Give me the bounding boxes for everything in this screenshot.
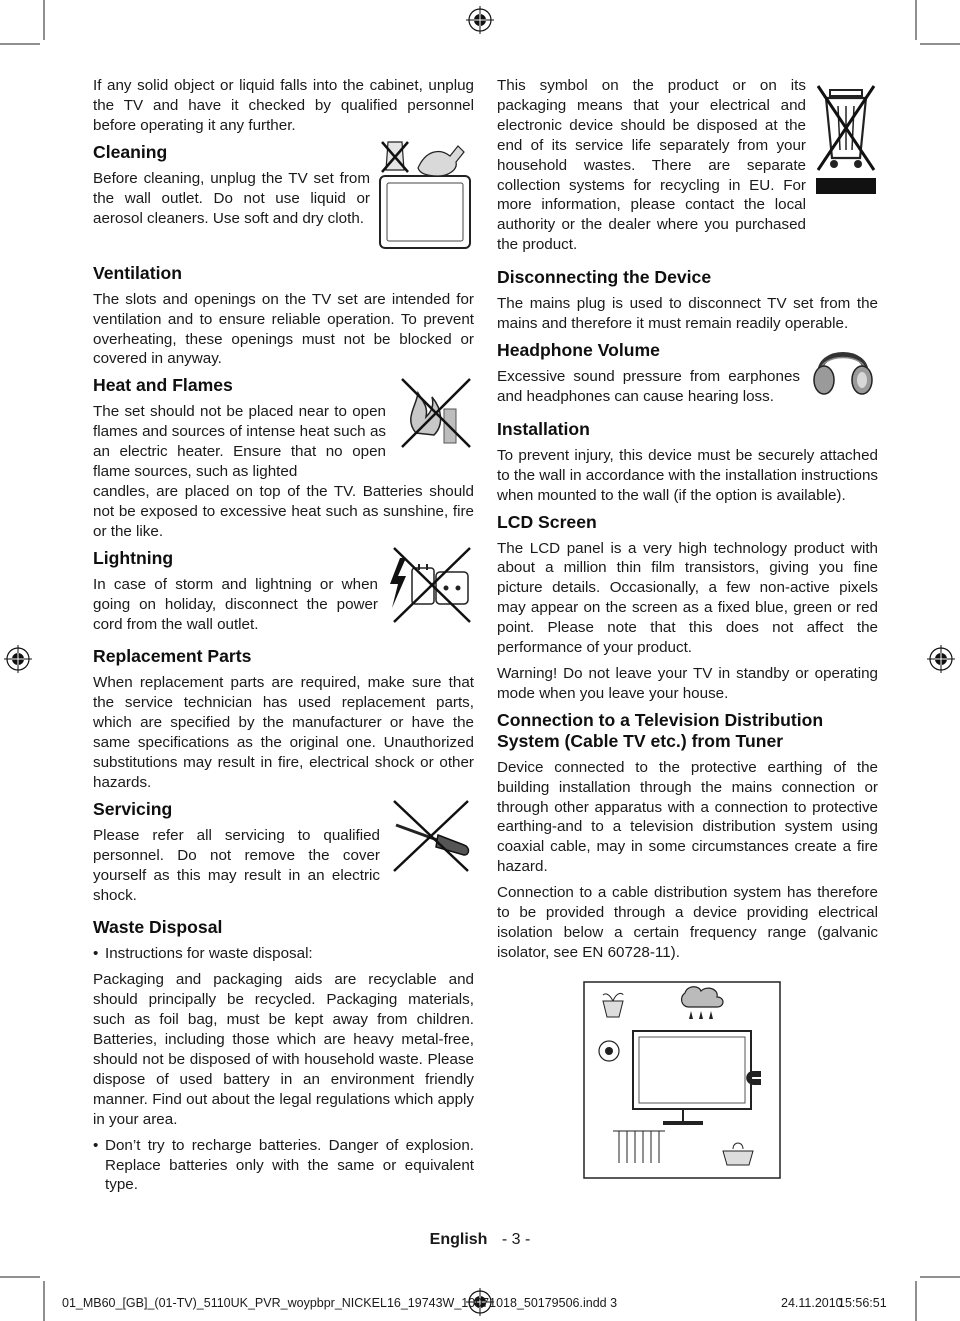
page-footer [0, 1231, 960, 1249]
connection-text-2: Connection to a cable distribution system has therefore to be provided through a device providing electrical isolation below a certain frequency range (galvanic isolator, see EN 60728-11). [497, 884, 878, 961]
no-lightning-plug-icon [386, 544, 474, 626]
footer-page-number: - 3 - [501, 1231, 531, 1248]
headphone-figure [808, 332, 878, 407]
registration-mark-right [927, 645, 955, 673]
heat-text-short: The set should not be placed near to open flames and sources of intense heat such as an electric heater. Ensure that no open flame sources, such as lighted [93, 403, 386, 481]
no-liquid-cleaner-icon [378, 140, 474, 252]
tv-hazards-illustration [583, 981, 781, 1179]
cleaning-text: Before cleaning, unplug the TV set from the wall outlet. Do not use liquid or aerosol cleaners. Use soft and dry cloth. [93, 169, 370, 227]
footer-date: 24.11.2010 [781, 1296, 843, 1310]
left-column [93, 76, 474, 1201]
right-column [497, 76, 878, 1184]
weee-symbol-text: This symbol on the product or on its packaging means that your electrical and electronic device should be disposed at the end of its service life separately from your household wastes. There are separate collection systems for recycling in EU. For more information, please contact the local authority or the dealer where you purchased the product. [497, 77, 806, 254]
waste-heading: Waste Disposal [93, 917, 223, 938]
installation-text: To prevent injury, this device must be securely attached to the wall in accordance with the installation instructions when mounted to the wall (if the option is available). [497, 446, 878, 504]
lcd-text: The LCD panel is a very high technology product with about a million thin film transistors, giving you fine picture details. Occasionally, a few non-active pixels may appear on the screen as a fixed blue, green or red point. Please note that this does not affect the performance of your product. [497, 539, 878, 657]
waste-text: Packaging and packaging aids are recyclable and should principally be recycled. Packaging materials, such as foil bag, must be kept away from children. Batteries, including those which are heavy metal-free, should not be disposed of with household waste. Please dispose of used battery in an environment friendly manner. Find out about the legal regulations which apply in your area. [93, 971, 474, 1128]
lightning-figure [386, 544, 474, 631]
registration-mark-top [466, 6, 494, 34]
heat-figure [394, 373, 474, 458]
lightning-heading: Lightning [93, 547, 174, 568]
servicing-text: Please refer all servicing to qualified personnel. Do not remove the cover yourself as this may result in an electric shock. [93, 826, 380, 904]
connection-heading: Connection to a Television Distribution System (Cable TV etc.) from Tuner [497, 709, 824, 751]
ventilation-text: The slots and openings on the TV set are intended for ventilation and to ensure reliable operation. To prevent overheating, these openings must not be blocked or covered in anyway. [93, 290, 474, 368]
footer-language: English [429, 1231, 488, 1248]
headphone-text: Excessive sound pressure from earphones and headphones can cause hearing loss. [497, 367, 800, 405]
connection-text-1: Device connected to the protective earthing of the building installation through the mains connection or through other apparatus with a connection to protective earthing-and to a television distribution system using coaxial cable, may in some circumstances create a fire hazard. [497, 758, 878, 876]
list-item: • Don’t try to recharge batteries. Danger of explosion. Replace batteries only with the same or equivalent type. [93, 1136, 474, 1196]
no-screwdriver-icon [388, 795, 474, 875]
headphone-heading: Headphone Volume [497, 339, 660, 360]
disconnecting-text: The mains plug is used to disconnect TV set from the mains and therefore it must remain readily operable. [497, 295, 878, 333]
lightning-text: In case of storm and lightning or when going on holiday, disconnect the power cord from the wall outlet. [93, 575, 378, 633]
headphones-icon [808, 332, 878, 402]
waste-bullet-list-2 [93, 1136, 474, 1196]
ventilation-heading: Ventilation [93, 262, 182, 283]
lcd-heading: LCD Screen [497, 511, 597, 532]
intro-paragraph: If any solid object or liquid falls into the cabinet, unplug the TV and have it checked by qualified personnel before operating it any further. [93, 77, 474, 134]
crossed-out-bin-icon [814, 80, 878, 196]
weee-figure [814, 80, 878, 201]
tv-hazards-figure [583, 981, 878, 1184]
registration-mark-left [4, 645, 32, 673]
crosshair-registration-icon [466, 6, 494, 34]
footer-time: 15:56:51 [838, 1296, 887, 1310]
waste-bullet-list-1 [93, 944, 474, 964]
replacement-heading: Replacement Parts [93, 646, 252, 667]
heat-text-rest: candles, are placed on top of the TV. Batteries should not be exposed to excessive heat such as sunshine, fire or the like. [93, 482, 474, 540]
servicing-figure [388, 795, 474, 880]
heat-heading: Heat and Flames [93, 375, 233, 396]
replacement-text: When replacement parts are required, make sure that the service technician has used replacement parts, which are specified by the manufacturer or have the same specifications as the original one. Unauthorized substitutions may result in fire, electrical shock or other hazards. [93, 674, 474, 791]
crosshair-registration-icon [4, 645, 32, 673]
list-item: • Instructions for waste disposal: [93, 944, 474, 964]
installation-heading: Installation [497, 418, 590, 439]
disconnecting-heading: Disconnecting the Device [497, 267, 712, 288]
servicing-heading: Servicing [93, 798, 173, 819]
cleaning-heading: Cleaning [93, 141, 168, 162]
lcd-warning: Warning! Do not leave your TV in standby or operating mode when you leave your house. [497, 664, 878, 702]
cleaning-figure [378, 140, 474, 257]
no-flame-icon [394, 373, 474, 453]
crosshair-registration-icon [927, 645, 955, 673]
footer-filename: 01_MB60_[GB]_(01-TV)_5110UK_PVR_woypbpr_NICKEL16_19743W_10071018_50179506.indd 3 [62, 1296, 618, 1310]
